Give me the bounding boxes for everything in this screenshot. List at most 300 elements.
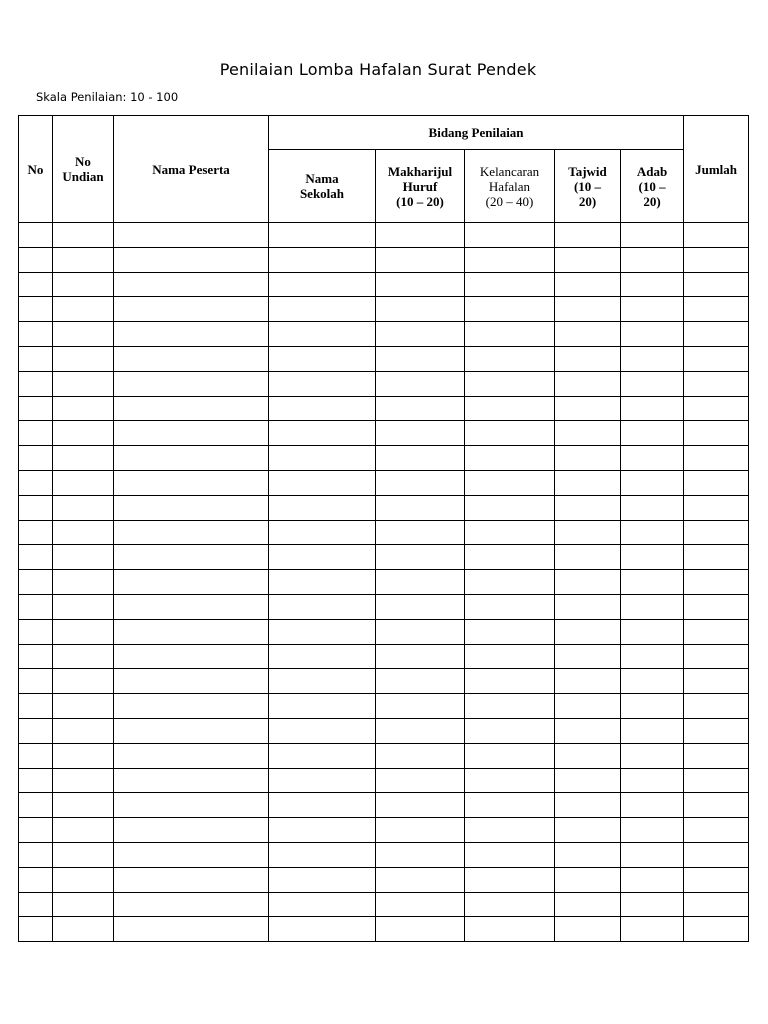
table-cell [114,247,269,272]
table-cell [19,619,53,644]
table-cell [555,570,621,595]
table-cell [555,892,621,917]
table-cell [114,842,269,867]
table-cell [684,520,749,545]
table-cell [53,644,114,669]
table-cell [53,818,114,843]
table-cell [114,520,269,545]
table-cell [465,247,555,272]
table-cell [53,545,114,570]
table-cell [269,743,376,768]
table-cell [465,644,555,669]
table-cell [621,272,684,297]
table-cell [555,421,621,446]
table-cell [621,793,684,818]
table-cell [114,570,269,595]
table-cell [555,272,621,297]
table-cell [53,594,114,619]
table-row [19,247,749,272]
table-cell [376,272,465,297]
table-cell [555,644,621,669]
table-cell [19,842,53,867]
table-cell [269,694,376,719]
table-cell [465,371,555,396]
scale-note: Skala Penilaian: 10 - 100 [36,90,179,104]
table-cell [114,594,269,619]
table-cell [376,867,465,892]
table-cell [53,446,114,471]
table-cell [53,272,114,297]
table-cell [269,272,376,297]
table-body [19,223,749,942]
table-cell [555,495,621,520]
table-cell [19,421,53,446]
table-cell [269,446,376,471]
table-cell [269,322,376,347]
table-cell [19,867,53,892]
table-cell [684,446,749,471]
table-cell [555,669,621,694]
table-cell [269,545,376,570]
table-cell [269,793,376,818]
table-cell [114,272,269,297]
table-cell [269,917,376,942]
table-cell [114,619,269,644]
table-cell [684,396,749,421]
table-row [19,570,749,595]
table-cell [465,892,555,917]
table-cell [19,297,53,322]
table-cell [376,396,465,421]
table-cell [53,297,114,322]
table-cell [555,842,621,867]
table-cell [19,396,53,421]
table-cell [19,520,53,545]
table-cell [269,470,376,495]
table-cell [376,669,465,694]
table-cell [19,322,53,347]
table-cell [465,470,555,495]
table-row [19,297,749,322]
table-cell [684,545,749,570]
table-cell [376,694,465,719]
table-cell [555,743,621,768]
table-row [19,718,749,743]
table-cell [555,396,621,421]
table-cell [269,247,376,272]
table-cell [684,594,749,619]
table-cell [621,421,684,446]
table-cell [684,495,749,520]
table-cell [684,669,749,694]
table-cell [621,520,684,545]
table-cell [53,867,114,892]
table-cell [465,694,555,719]
table-cell [465,322,555,347]
table-cell [555,223,621,248]
table-cell [114,396,269,421]
table-cell [621,594,684,619]
header-adab: Adab (10 – 20) [621,150,684,223]
table-cell [684,718,749,743]
table-cell [19,495,53,520]
table-cell [53,371,114,396]
table-cell [465,768,555,793]
table-cell [465,867,555,892]
table-cell [376,793,465,818]
table-cell [376,446,465,471]
table-cell [555,371,621,396]
table-cell [465,570,555,595]
table-cell [465,594,555,619]
document-title: Penilaian Lomba Hafalan Surat Pendek [219,60,537,79]
table-cell [53,570,114,595]
table-cell [465,396,555,421]
table-cell [114,346,269,371]
table-cell [621,570,684,595]
table-cell [376,917,465,942]
table-row [19,669,749,694]
table-cell [684,842,749,867]
table-cell [19,223,53,248]
table-row [19,371,749,396]
table-cell [684,570,749,595]
table-cell [114,495,269,520]
table-cell [684,768,749,793]
table-cell [684,867,749,892]
table-row [19,867,749,892]
table-cell [269,842,376,867]
table-cell [376,247,465,272]
table-cell [555,818,621,843]
table-cell [555,718,621,743]
table-cell [465,545,555,570]
table-cell [376,892,465,917]
table-row [19,322,749,347]
header-nama-sekolah: Nama Sekolah [269,150,376,223]
table-cell [684,619,749,644]
table-cell [53,346,114,371]
table-cell [684,247,749,272]
table-cell [621,396,684,421]
table-cell [53,619,114,644]
table-cell [269,421,376,446]
table-cell [269,396,376,421]
table-cell [53,495,114,520]
table-cell [376,346,465,371]
table-cell [621,669,684,694]
table-cell [114,446,269,471]
table-cell [555,793,621,818]
table-cell [269,718,376,743]
table-cell [684,322,749,347]
table-cell [376,371,465,396]
table-cell [269,297,376,322]
header-jumlah: Jumlah [684,116,749,223]
table-cell [684,743,749,768]
table-cell [53,793,114,818]
table-cell [19,545,53,570]
table-row [19,396,749,421]
table-cell [465,297,555,322]
table-cell [114,892,269,917]
table-cell [684,818,749,843]
table-row [19,842,749,867]
table-cell [684,272,749,297]
table-cell [19,892,53,917]
table-row [19,917,749,942]
table-cell [114,470,269,495]
table-row [19,545,749,570]
table-cell [621,718,684,743]
table-cell [376,570,465,595]
table-cell [376,594,465,619]
table-cell [684,892,749,917]
table-cell [53,421,114,446]
table-cell [269,371,376,396]
table-row [19,743,749,768]
table-cell [376,644,465,669]
table-cell [114,223,269,248]
table-cell [621,371,684,396]
table-cell [114,669,269,694]
table-cell [53,396,114,421]
table-row [19,421,749,446]
table-cell [621,619,684,644]
table-cell [53,247,114,272]
table-cell [621,495,684,520]
table-cell [19,718,53,743]
table-cell [19,694,53,719]
header-nama-peserta: Nama Peserta [114,116,269,223]
table-cell [376,520,465,545]
table-cell [465,818,555,843]
table-cell [555,619,621,644]
table-cell [376,223,465,248]
table-cell [465,793,555,818]
table-cell [555,545,621,570]
table-cell [114,694,269,719]
table-cell [376,743,465,768]
table-cell [114,371,269,396]
table-cell [621,247,684,272]
table-cell [19,644,53,669]
table-cell [621,917,684,942]
table-cell [269,223,376,248]
table-cell [53,768,114,793]
table-cell [555,917,621,942]
table-cell [376,619,465,644]
header-kelancaran-hafalan: Kelancaran Hafalan (20 – 40) [465,150,555,223]
table-cell [114,793,269,818]
table-cell [19,570,53,595]
table-cell [269,892,376,917]
table-row [19,694,749,719]
table-row [19,892,749,917]
table-cell [621,346,684,371]
table-cell [621,694,684,719]
table-cell [53,669,114,694]
table-cell [114,818,269,843]
table-row [19,272,749,297]
table-cell [114,421,269,446]
table-cell [19,669,53,694]
table-cell [555,867,621,892]
table-cell [465,520,555,545]
table-cell [621,470,684,495]
table-cell [53,322,114,347]
table-cell [465,223,555,248]
table-cell [376,495,465,520]
table-cell [114,644,269,669]
table-cell [376,297,465,322]
table-cell [465,421,555,446]
table-cell [621,818,684,843]
table-cell [555,297,621,322]
table-cell [269,520,376,545]
table-cell [621,842,684,867]
table-cell [114,768,269,793]
table-cell [376,718,465,743]
table-cell [465,842,555,867]
table-cell [53,892,114,917]
table-cell [53,223,114,248]
table-cell [621,768,684,793]
table-cell [684,421,749,446]
table-cell [684,917,749,942]
table-cell [19,371,53,396]
table-cell [684,470,749,495]
header-makharijul-huruf: Makharijul Huruf (10 – 20) [376,150,465,223]
table-cell [376,818,465,843]
table-cell [53,470,114,495]
table-row [19,446,749,471]
table-cell [684,793,749,818]
table-cell [19,743,53,768]
table-row [19,768,749,793]
table-cell [555,446,621,471]
table-cell [555,520,621,545]
table-cell [114,297,269,322]
table-cell [465,743,555,768]
table-cell [19,446,53,471]
table-cell [53,520,114,545]
table-cell [114,718,269,743]
table-cell [269,495,376,520]
table-cell [19,594,53,619]
table-row [19,644,749,669]
table-cell [621,322,684,347]
table-row [19,818,749,843]
table-cell [269,644,376,669]
table-row [19,223,749,248]
table-cell [555,346,621,371]
header-bidang-penilaian: Bidang Penilaian [269,116,684,150]
table-cell [114,917,269,942]
table-cell [114,545,269,570]
table-cell [376,545,465,570]
table-cell [53,917,114,942]
table-cell [465,346,555,371]
table-cell [19,793,53,818]
table-cell [684,223,749,248]
header-tajwid: Tajwid (10 – 20) [555,150,621,223]
table-cell [376,842,465,867]
table-cell [465,718,555,743]
table-row [19,520,749,545]
table-cell [376,768,465,793]
table-cell [269,594,376,619]
table-cell [621,297,684,322]
table-cell [19,247,53,272]
table-cell [621,743,684,768]
table-cell [114,322,269,347]
table-cell [269,570,376,595]
table-cell [684,371,749,396]
table-cell [555,322,621,347]
table-cell [53,842,114,867]
table-cell [53,718,114,743]
table-cell [269,818,376,843]
table-cell [269,669,376,694]
table-cell [621,223,684,248]
table-cell [269,768,376,793]
table-cell [555,594,621,619]
table-cell [555,470,621,495]
table-cell [621,644,684,669]
table-cell [555,694,621,719]
table-cell [555,247,621,272]
table-cell [19,768,53,793]
table-cell [53,694,114,719]
table-cell [621,446,684,471]
header-no: No [19,116,53,223]
table-cell [269,346,376,371]
table-cell [684,694,749,719]
table-cell [465,272,555,297]
table-cell [114,743,269,768]
table-row [19,470,749,495]
table-row [19,346,749,371]
table-cell [621,867,684,892]
table-cell [621,545,684,570]
table-row [19,793,749,818]
table-cell [555,768,621,793]
table-cell [465,495,555,520]
table-cell [114,867,269,892]
header-no-undian: No Undian [53,116,114,223]
table-cell [684,346,749,371]
table-cell [19,470,53,495]
table-row [19,619,749,644]
table-cell [376,322,465,347]
table-cell [269,867,376,892]
table-cell [621,892,684,917]
table-cell [465,917,555,942]
table-cell [269,619,376,644]
table-cell [684,644,749,669]
table-cell [376,421,465,446]
table-cell [684,297,749,322]
table-cell [465,619,555,644]
table-cell [465,446,555,471]
table-cell [19,818,53,843]
table-cell [19,917,53,942]
table-cell [19,346,53,371]
table-cell [19,272,53,297]
table-cell [376,470,465,495]
table-cell [465,669,555,694]
